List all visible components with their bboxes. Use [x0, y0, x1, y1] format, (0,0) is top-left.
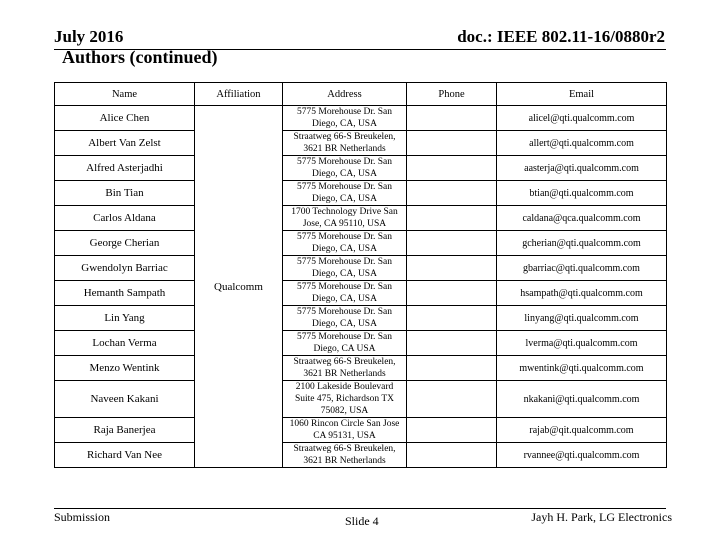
author-name-cell: Naveen Kakani: [55, 381, 195, 418]
email-cell: gcherian@qti.qualcomm.com: [497, 231, 667, 256]
author-name-cell: Bin Tian: [55, 181, 195, 206]
footer-author: Jayh H. Park, LG Electronics: [531, 510, 672, 524]
author-name-cell: Albert Van Zelst: [55, 131, 195, 156]
address-cell: Straatweg 66-S Breukelen, 3621 BR Netherlands: [283, 443, 407, 468]
address-cell: Straatweg 66-S Breukelen, 3621 BR Netherlands: [283, 131, 407, 156]
phone-cell: [407, 356, 497, 381]
footer-slide-number: Slide 4: [345, 514, 379, 528]
footer-submission: Submission: [54, 510, 111, 524]
email-cell: aasterja@qti.qualcomm.com: [497, 156, 667, 181]
email-cell: alicel@qti.qualcomm.com: [497, 106, 667, 131]
author-name-cell: Alice Chen: [55, 106, 195, 131]
phone-cell: [407, 306, 497, 331]
phone-cell: [407, 381, 497, 418]
column-header-name: Name: [55, 83, 195, 106]
phone-cell: [407, 256, 497, 281]
table-row: [55, 231, 667, 256]
email-cell: linyang@qti.qualcomm.com: [497, 306, 667, 331]
address-cell: 5775 Morehouse Dr. San Diego, CA USA: [283, 331, 407, 356]
slide-title: Authors (continued): [62, 47, 218, 67]
address-cell: 5775 Morehouse Dr. San Diego, CA, USA: [283, 256, 407, 281]
table-row: [55, 106, 667, 131]
table-row: [55, 181, 667, 206]
email-cell: rajab@qit.qualcomm.com: [497, 418, 667, 443]
phone-cell: [407, 181, 497, 206]
address-cell: 1700 Technology Drive San Jose, CA 95110, USA: [283, 206, 407, 231]
email-cell: lverma@qti.qualcomm.com: [497, 331, 667, 356]
phone-cell: [407, 418, 497, 443]
phone-cell: [407, 331, 497, 356]
author-name-cell: Carlos Aldana: [55, 206, 195, 231]
author-name-cell: Menzo Wentink: [55, 356, 195, 381]
phone-cell: [407, 281, 497, 306]
author-name-cell: Alfred Asterjadhi: [55, 156, 195, 181]
email-cell: mwentink@qti.qualcomm.com: [497, 356, 667, 381]
address-cell: 5775 Morehouse Dr. San Diego, CA, USA: [283, 156, 407, 181]
table-row: [55, 206, 667, 231]
author-name-cell: Lochan Verma: [55, 331, 195, 356]
email-cell: gbarriac@qti.qualcomm.com: [497, 256, 667, 281]
address-cell: 5775 Morehouse Dr. San Diego, CA, USA: [283, 181, 407, 206]
table-row: [55, 281, 667, 306]
phone-cell: [407, 231, 497, 256]
column-header-affiliation: Affiliation: [195, 83, 283, 106]
phone-cell: [407, 443, 497, 468]
table-row: [55, 156, 667, 181]
affiliation-cell: Qualcomm: [195, 106, 283, 468]
author-name-cell: Lin Yang: [55, 306, 195, 331]
author-name-cell: Gwendolyn Barriac: [55, 256, 195, 281]
phone-cell: [407, 156, 497, 181]
column-header-email: Email: [497, 83, 667, 106]
footer-divider: [54, 508, 666, 509]
column-header-address: Address: [283, 83, 407, 106]
address-cell: 1060 Rincon Circle San Jose CA 95131, USA: [283, 418, 407, 443]
header-date: July 2016: [54, 27, 124, 46]
table-header-row: [55, 83, 667, 106]
table-row: [55, 443, 667, 468]
table-row: [55, 331, 667, 356]
table-row: [55, 356, 667, 381]
email-cell: allert@qti.qualcomm.com: [497, 131, 667, 156]
address-cell: 5775 Morehouse Dr. San Diego, CA, USA: [283, 106, 407, 131]
author-name-cell: Richard Van Nee: [55, 443, 195, 468]
author-name-cell: Hemanth Sampath: [55, 281, 195, 306]
phone-cell: [407, 131, 497, 156]
table-row: [55, 381, 667, 418]
table-row: [55, 418, 667, 443]
email-cell: nkakani@qti.qualcomm.com: [497, 381, 667, 418]
author-name-cell: Raja Banerjea: [55, 418, 195, 443]
table-row: [55, 306, 667, 331]
address-cell: 5775 Morehouse Dr. San Diego, CA, USA: [283, 306, 407, 331]
address-cell: 2100 Lakeside Boulevard Suite 475, Richardson TX 75082, USA: [283, 381, 407, 418]
column-header-phone: Phone: [407, 83, 497, 106]
email-cell: caldana@qca.qualcomm.com: [497, 206, 667, 231]
email-cell: btian@qti.qualcomm.com: [497, 181, 667, 206]
address-cell: 5775 Morehouse Dr. San Diego, CA, USA: [283, 281, 407, 306]
author-name-cell: George Cherian: [55, 231, 195, 256]
email-cell: hsampath@qti.qualcomm.com: [497, 281, 667, 306]
address-cell: Straatweg 66-S Breukelen, 3621 BR Netherlands: [283, 356, 407, 381]
header-doc-id: doc.: IEEE 802.11-16/0880r2: [457, 27, 665, 46]
table-row: [55, 256, 667, 281]
email-cell: rvannee@qti.qualcomm.com: [497, 443, 667, 468]
phone-cell: [407, 206, 497, 231]
address-cell: 5775 Morehouse Dr. San Diego, CA, USA: [283, 231, 407, 256]
authors-table: [54, 82, 667, 468]
table-row: [55, 131, 667, 156]
phone-cell: [407, 106, 497, 131]
